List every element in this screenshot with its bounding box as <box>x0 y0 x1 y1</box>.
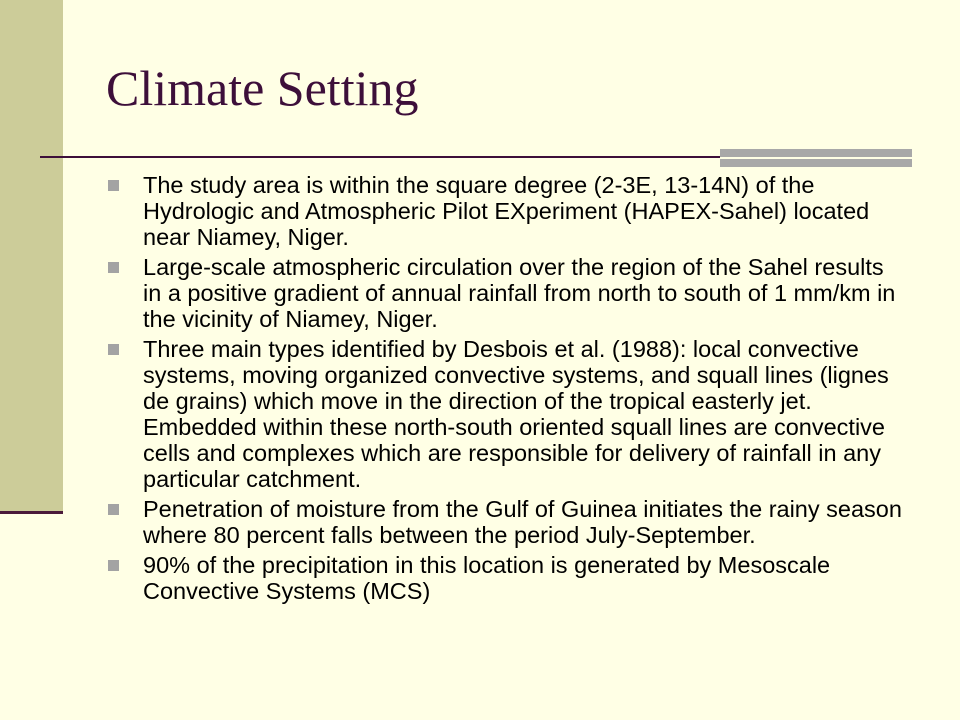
bullet-item <box>108 172 908 250</box>
square-bullet-icon <box>108 504 119 515</box>
slide-title: Climate Setting <box>106 60 419 116</box>
bullet-list <box>108 172 908 608</box>
left-decorative-band <box>0 0 63 511</box>
bullet-text: 90% of the precipitation in this location is generated by Mesoscale Convective Systems (MCS) <box>143 552 831 604</box>
bullet-item <box>108 336 908 492</box>
square-bullet-icon <box>108 262 119 273</box>
bullet-item <box>108 496 908 548</box>
bullet-item <box>108 254 908 332</box>
divider-accent-gap <box>720 157 912 159</box>
bullet-text: Large-scale atmospheric circulation over the region of the Sahel results in a positive gradient of annual rainfall from north to south of 1 mm/km in the vicinity of Niamey, Niger. <box>143 254 896 332</box>
square-bullet-icon <box>108 560 119 571</box>
left-band-underline <box>0 511 63 514</box>
square-bullet-icon <box>108 180 119 191</box>
bullet-text: Three main types identified by Desbois et al. (1988): local convective systems, moving organized convective systems, and squall lines (lignes de grains) which move in the direction of the tropical easterly jet. Embedded within these north-south oriented squall lines are convective cells and complexes which are responsible for delivery of rainfall in any particular catchment. <box>143 336 889 492</box>
bullet-text: Penetration of moisture from the Gulf of Guinea initiates the rainy season where 80 percent falls between the period July-September. <box>143 496 902 548</box>
bullet-text: The study area is within the square degree (2-3E, 13-14N) of the Hydrologic and Atmospheric Pilot EXperiment (HAPEX-Sahel) located near Niamey, Niger. <box>143 172 870 250</box>
square-bullet-icon <box>108 344 119 355</box>
bullet-item <box>108 552 908 604</box>
